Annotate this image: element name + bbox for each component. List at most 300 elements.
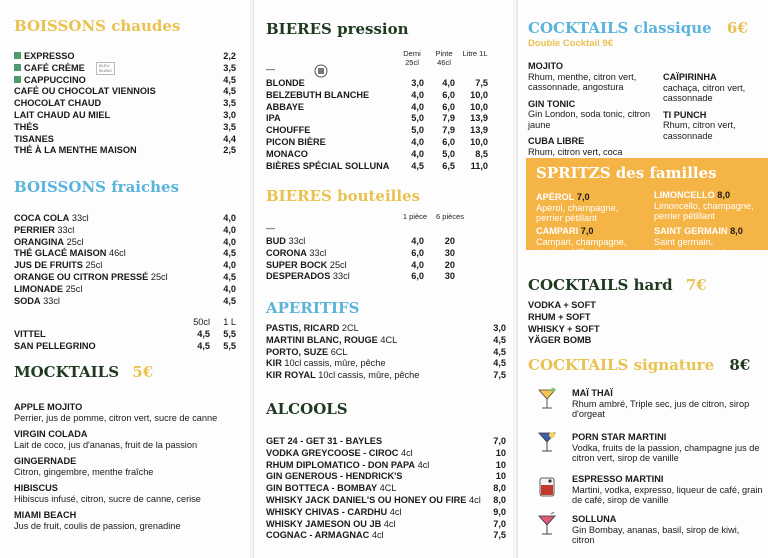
item-price: 4,0: [223, 260, 236, 271]
column-header-pinte: Pinte 46cl: [435, 49, 453, 67]
menu-row: [266, 471, 506, 483]
section-title-mocktails: [14, 363, 153, 381]
price-pinte: 7,9: [442, 113, 455, 124]
item-name: CAFÉ CRÈME: [24, 62, 85, 73]
menu-column-right: [517, 0, 768, 558]
price-litre: 8,5: [475, 148, 488, 159]
price-litre: 11,0: [470, 160, 488, 171]
item-size: 33cl: [332, 271, 350, 282]
menu-row: [266, 347, 506, 359]
item-price: 10: [495, 459, 506, 470]
item-price: 4,5: [197, 328, 210, 339]
section-title-spritzs: [536, 164, 717, 182]
item-price: 7,0: [493, 518, 506, 529]
price-1-piece: 6,0: [411, 271, 424, 282]
menu-row: [266, 161, 490, 173]
menu-row: [266, 448, 506, 460]
price-pinte: 6,0: [442, 136, 455, 147]
title-text: BIERES pression: [266, 20, 409, 38]
price-1-piece: 4,0: [411, 259, 424, 270]
item-desc: Saint germain, champagne, perrier pétillant: [654, 236, 734, 268]
item-desc: Limoncello, champagne, perrier pétillant: [654, 200, 754, 221]
menu-row: [266, 335, 506, 347]
martini-glass-icon: [536, 430, 558, 456]
checkbox-icon: [14, 52, 21, 59]
item-name: KIR ROYAL: [266, 370, 316, 381]
item-name: BLONDE: [266, 78, 305, 88]
item-name: CORONA: [266, 247, 307, 258]
spritz-item: [654, 226, 766, 268]
title-text: SPRITZS des familles: [536, 164, 717, 182]
menu-row: [14, 145, 236, 157]
section-title-cocktails-hard: [528, 276, 707, 294]
bieres-pression-list: [266, 78, 490, 172]
section-title-bieres-pression: [266, 20, 409, 38]
menu-row: RHUM + SOFT: [528, 311, 591, 322]
item-name: GIN TONIC: [528, 98, 576, 109]
price-demi: 3,0: [411, 78, 424, 88]
price-demi: 4,0: [411, 89, 424, 100]
menu-row: [266, 78, 490, 90]
item-name: GIN GENEROUS - HENDRICK'S: [266, 471, 403, 482]
item-price: 2,2: [223, 51, 236, 61]
item-name: IPA: [266, 113, 281, 124]
spritzs-panel: [526, 158, 768, 268]
item-size: 33cl: [43, 295, 60, 306]
item-desc: Hibiscus infusé, citron, sucre de canne, cerise: [14, 493, 201, 504]
aperitifs-list: [266, 323, 506, 382]
cocktails-classique-left: [528, 61, 653, 157]
item-name: WHISKY JAMESON OU JB: [266, 518, 382, 529]
item-name: SAN PELLEGRINO: [14, 340, 96, 351]
price-litre: 7,5: [475, 78, 488, 88]
item-name: VODKA GREYCOOSE - CIROC: [266, 447, 399, 458]
price-6-pieces: 30: [444, 271, 455, 282]
item-size: 33cl: [57, 224, 75, 235]
price-litre: 13,9: [470, 125, 488, 136]
column-header-6-pieces: 6 pièces: [436, 212, 464, 221]
menu-row: [14, 86, 236, 98]
item-size: 6CL: [330, 346, 348, 357]
item-name: LIMONCELLO: [654, 190, 715, 200]
item-price: 8,0: [730, 226, 743, 236]
item-size: 2CL: [341, 323, 359, 333]
section-title-bieres-bouteilles: [266, 187, 420, 205]
item-price: 8,0: [717, 190, 731, 200]
menu-row: [266, 460, 506, 472]
item-name: PORN STAR MARTINI: [572, 432, 667, 442]
section-title-boissons-chaudes: [14, 17, 180, 35]
item-name: COGNAC - ARMAGNAC: [266, 530, 370, 541]
menu-row: [266, 358, 506, 370]
menu-row: [14, 296, 236, 308]
menu-column-middle: [253, 0, 516, 558]
item-price: 4,5: [223, 248, 236, 259]
item-size: 25cl: [329, 259, 347, 270]
item-price: 4,5: [197, 340, 210, 351]
item-name: CAÏPIRINHA: [663, 72, 717, 82]
item-price: 3,5: [223, 62, 236, 73]
item-price: 7,0: [576, 192, 590, 202]
beer-logo-icon: [313, 64, 329, 78]
item-name: PORTO, SUZE: [266, 346, 329, 357]
price-demi: 4,0: [411, 136, 424, 147]
price-6-pieces: 20: [444, 259, 455, 270]
item-name: DESPERADOS: [266, 271, 331, 282]
item-size: 10cl cassis, mûre, pêche: [284, 358, 386, 369]
item-name: PICON BIÈRE: [266, 136, 326, 147]
item-price: 4,5: [223, 74, 236, 85]
menu-row: [266, 436, 506, 448]
column-header-demi: Demi 25cl: [403, 49, 421, 67]
item-name: APPLE MOJITO: [14, 402, 83, 412]
menu-row: [266, 137, 490, 149]
item-desc: Gin London, soda tonic, citron jaune: [528, 109, 651, 130]
item-price: 3,0: [223, 109, 236, 120]
mocktails-list: [14, 402, 246, 531]
spritz-item: [536, 226, 646, 258]
item-name: GIN BOTTECA - BOMBAY: [266, 483, 378, 494]
item-size: 4cl: [400, 447, 413, 458]
item-name: CHOCOLAT CHAUD: [14, 98, 102, 109]
item-name: ABBAYE: [266, 101, 304, 112]
item-size: 33cl: [71, 213, 89, 223]
item-name: VITTEL: [14, 328, 46, 339]
title-text: ALCOOLS: [266, 400, 348, 418]
item-price: 8,0: [493, 494, 506, 505]
item-name: BUD: [266, 236, 286, 246]
signature-item: [572, 432, 768, 464]
item-name: HIBISCUS: [14, 483, 58, 493]
item-name: THÉ GLACÉ MAISON: [14, 248, 107, 259]
item-name: MONACO: [266, 148, 308, 159]
item-name: SODA: [14, 295, 41, 306]
item-price: 4,0: [223, 283, 236, 294]
menu-row: [266, 236, 490, 248]
item-size: 33cl: [288, 236, 306, 246]
item-name: PERRIER: [14, 224, 55, 235]
item-name: ESPRESSO MARTINI: [572, 474, 664, 484]
item-name: GINGERNADE: [14, 456, 77, 466]
spritz-item: [536, 192, 646, 224]
price-demi: 4,5: [411, 160, 424, 171]
title-text: BIERES bouteilles: [266, 187, 421, 205]
spritz-item: [654, 190, 766, 222]
menu-row: [266, 271, 490, 283]
item-size: 4cl: [389, 506, 402, 517]
item-desc: cachaça, citron vert, cassonnade: [663, 82, 746, 103]
price-pinte: 6,0: [442, 101, 455, 112]
menu-row: [266, 507, 506, 519]
item-price: 4,4: [223, 133, 236, 144]
item-name: BIÈRES SPÉCIAL SOLLUNA: [266, 160, 390, 171]
menu-row: [14, 225, 236, 237]
menu-row: [266, 530, 506, 542]
item-size: 33cl: [309, 247, 327, 258]
menu-row: [14, 284, 236, 296]
item-price: 9,0: [493, 506, 506, 517]
boissons-fraiches-list: [14, 213, 236, 307]
item-name: CAFÉ OU CHOCOLAT VIENNOIS: [14, 86, 156, 97]
item-price: 5,5: [223, 328, 236, 339]
item-price: 7,0: [493, 436, 506, 446]
item-size: 4cl: [371, 530, 384, 541]
menu-column-left: [0, 0, 252, 558]
menu-row: [266, 323, 506, 335]
menu-row: [266, 149, 490, 161]
water-header-row: [14, 317, 236, 329]
item-name: THÉ À LA MENTHE MAISON: [14, 145, 137, 156]
item-desc: Rhum, citron vert, cassonnade: [663, 120, 736, 141]
menu-row: [14, 51, 236, 63]
menu-row: [266, 125, 490, 137]
item-price: 4,5: [223, 86, 236, 97]
price-litre: 13,9: [470, 113, 488, 124]
item-name: MOJITO: [528, 61, 564, 71]
item-desc: Citron, gingembre, menthe fraîche: [14, 466, 154, 477]
section-title-boissons-fraiches: [14, 178, 179, 196]
item-size: 10cl cassis, mûre, pêche: [318, 370, 420, 381]
item-name: THÉS: [14, 121, 39, 132]
item-name: GET 24 - GET 31 - BAYLES: [266, 436, 383, 446]
section-title-cocktails-classique: [528, 19, 748, 37]
item-price: 10: [495, 447, 506, 458]
item-name: LIMONADE: [14, 283, 63, 294]
price-litre: 10,0: [470, 101, 488, 112]
item-size: 25cl: [65, 283, 83, 294]
item-name: SAINT GERMAIN: [654, 226, 728, 236]
section-title-cocktails-signature: [528, 356, 750, 374]
cocktail-glass-icon: [536, 386, 558, 412]
title-text: MOCKTAILS: [14, 363, 120, 381]
menu-row: [14, 272, 236, 284]
cocktails-classique-right: [663, 72, 763, 141]
item-price: 4,5: [493, 346, 506, 357]
item-name: MAÏ THAÏ: [572, 388, 613, 398]
signature-item: [572, 474, 768, 506]
item-desc: Gin Bombay, ananas, basil, sirop de kiwi, citron: [572, 524, 740, 545]
menu-row: [266, 248, 490, 260]
menu-row: [14, 260, 236, 272]
item-price: 5,5: [223, 340, 236, 351]
item-desc: Rhum, citron vert, coca: [528, 146, 623, 157]
item-name: JUS DE FRUITS: [14, 260, 83, 271]
item-name: PASTIS, RICARD: [266, 323, 340, 333]
item-name: WHISKY CHIVAS - CARDHU: [266, 506, 388, 517]
title-text: BOISSONS chaudes: [14, 17, 181, 35]
item-size: 25cl: [150, 271, 168, 282]
menu-row: [14, 98, 236, 110]
menu-row: [14, 134, 236, 146]
waters-list: [14, 317, 236, 352]
menu-row: [14, 248, 236, 260]
mocktail-item: [14, 456, 246, 477]
dash-separator: —: [266, 64, 275, 74]
boissons-chaudes-list: [14, 51, 236, 157]
cocktail-item: [663, 72, 763, 104]
double-cocktail-note: Double Cocktail 9€: [528, 38, 613, 49]
item-size: 25cl: [66, 236, 84, 247]
menu-row: [14, 110, 236, 122]
menu-row: [266, 519, 506, 531]
item-desc: Vodka, fruits de la passion, champagne jus de citron vert, sirop de vanille: [572, 442, 760, 463]
menu-row: [266, 495, 506, 507]
item-name: VIRGIN COLADA: [14, 429, 88, 439]
column-header-1-piece: 1 pièce: [402, 212, 428, 221]
item-name: SUPER BOCK: [266, 259, 328, 270]
item-price: 3,5: [223, 121, 236, 132]
menu-row: [266, 102, 490, 114]
dash-separator: —: [266, 223, 275, 233]
cocktail-item: [528, 136, 653, 157]
item-price: 3,0: [493, 323, 506, 333]
item-size: 4cl: [417, 459, 430, 470]
section-price: 8€: [729, 356, 751, 374]
mocktail-item: [14, 402, 246, 423]
menu-row: YÄGER BOMB: [528, 335, 592, 346]
cocktail-item: [663, 110, 763, 142]
cocktail-item: [528, 61, 653, 93]
price-litre: 10,0: [470, 89, 488, 100]
menu-row: VODKA + SOFT: [528, 300, 596, 310]
item-name: ORANGINA: [14, 236, 65, 247]
item-desc: Martini, vodka, expresso, liqueur de café, grain de café, sirop de vanille: [572, 484, 763, 505]
item-size: 4cl: [468, 494, 481, 505]
item-size: 46cl: [108, 248, 126, 259]
item-name: MARTINI BLANC, ROUGE: [266, 334, 378, 345]
item-price: 4,5: [223, 271, 236, 282]
item-name: BELZEBUTH BLANCHE: [266, 89, 370, 100]
mocktail-item: [14, 429, 246, 450]
item-size: 4cl: [383, 518, 396, 529]
cocktail-item: [528, 99, 653, 131]
item-price: 8,0: [493, 483, 506, 494]
price-pinte: 5,0: [442, 148, 455, 159]
espresso-glass-icon: [536, 474, 558, 500]
solluna-glass-icon: [536, 512, 558, 538]
item-name: WHISKY JACK DANIEL'S OU HONEY OU FIRE: [266, 494, 467, 505]
brand-stamp: BLEU BLANC: [96, 62, 115, 75]
menu-row: [14, 75, 236, 87]
section-price: 6€: [726, 19, 748, 37]
item-name: TI PUNCH: [663, 109, 707, 120]
item-name: EXPRESSO: [24, 51, 75, 61]
mocktail-item: [14, 510, 246, 531]
signature-item: [572, 514, 758, 546]
item-price: 3,5: [223, 98, 236, 109]
section-price: 7€: [685, 276, 707, 294]
checkbox-icon: [14, 64, 21, 71]
menu-row: [14, 341, 236, 353]
column-header-litre: Litre 1L: [462, 49, 488, 58]
menu-row: [266, 370, 506, 382]
menu-row: [266, 483, 506, 495]
item-price: 4,0: [223, 224, 236, 235]
price-1-piece: 4,0: [411, 236, 424, 246]
water-size-header: 1 L: [223, 317, 236, 327]
item-name: CHOUFFE: [266, 125, 311, 136]
menu-row: [266, 260, 490, 272]
item-name: ORANGE OU CITRON PRESSÉ: [14, 271, 149, 282]
section-title-alcools: [266, 400, 348, 418]
price-demi: 4,0: [411, 101, 424, 112]
item-desc: Campari, champagne, perrier pétillant: [536, 236, 627, 257]
item-name: KIR: [266, 358, 282, 369]
price-6-pieces: 20: [444, 236, 455, 246]
item-size: 4CL: [379, 483, 397, 494]
alcools-list: [266, 436, 506, 542]
item-name: LAIT CHAUD AU MIEL: [14, 109, 111, 120]
menu-row: [14, 329, 236, 341]
price-1-piece: 6,0: [411, 247, 424, 258]
item-desc: Jus de fruit, coulis de passion, grenadine: [14, 520, 181, 531]
mocktail-item: [14, 483, 246, 504]
item-desc: Lait de coco, jus d'ananas, fruit de la passion: [14, 439, 198, 450]
menu-row: [14, 237, 236, 249]
item-price: 4,0: [223, 236, 236, 247]
item-price: 4,5: [493, 358, 506, 369]
price-demi: 5,0: [411, 125, 424, 136]
water-size-header: 50cl: [193, 317, 210, 327]
price-6-pieces: 30: [444, 247, 455, 258]
item-name: TISANES: [14, 133, 54, 144]
item-price: 7,5: [493, 370, 506, 381]
menu-row: [14, 213, 236, 225]
title-text: COCKTAILS signature: [528, 356, 715, 374]
item-price: 4,5: [493, 334, 506, 345]
item-price: 4,0: [223, 213, 236, 223]
bieres-bouteilles-list: [266, 236, 490, 283]
menu-row: [266, 90, 490, 102]
item-price: 7,5: [493, 530, 506, 541]
item-name: RHUM DIPLOMATICO - DON PAPA: [266, 459, 416, 470]
item-desc: Perrier, jus de pomme, citron vert, sucre de canne: [14, 412, 218, 423]
menu-row: [14, 122, 236, 134]
item-size: 25cl: [85, 260, 103, 271]
menu-row: [266, 113, 490, 125]
price-litre: 10,0: [470, 136, 488, 147]
price-pinte: 6,0: [442, 89, 455, 100]
title-text: BOISSONS fraiches: [14, 178, 180, 196]
signature-item: [572, 388, 758, 420]
price-demi: 5,0: [411, 113, 424, 124]
item-desc: Rhum, menthe, citron vert, cassonnade, angostura: [528, 71, 637, 92]
item-desc: Apérol, champagne, perrier pétillant: [536, 202, 619, 223]
item-size: 4CL: [380, 334, 398, 345]
item-price: 10: [495, 471, 506, 482]
item-name: SOLLUNA: [572, 514, 617, 524]
menu-row: [14, 63, 236, 75]
item-name: COCA COLA: [14, 213, 70, 223]
item-price: 2,5: [223, 145, 236, 156]
item-desc: Rhum ambré, Triple sec, jus de citron, sirop d'orgeat: [572, 398, 750, 419]
title-text: COCKTAILS classique: [528, 19, 712, 37]
price-pinte: 4,0: [442, 78, 455, 88]
item-name: CUBA LIBRE: [528, 136, 585, 146]
item-name: MIAMI BEACH: [14, 510, 77, 520]
section-title-aperitifs: [266, 299, 360, 317]
section-price: 5€: [132, 363, 154, 381]
price-demi: 4,0: [411, 148, 424, 159]
menu-row: WHISKY + SOFT: [528, 323, 600, 334]
item-name: CAMPARI: [536, 226, 579, 236]
price-pinte: 6,5: [442, 160, 455, 171]
item-price: 4,5: [223, 295, 236, 306]
item-name: APÉROL: [536, 192, 575, 202]
cocktails-hard-list: [528, 300, 708, 347]
checkbox-icon: [14, 76, 21, 83]
item-price: 7,0: [580, 226, 594, 236]
